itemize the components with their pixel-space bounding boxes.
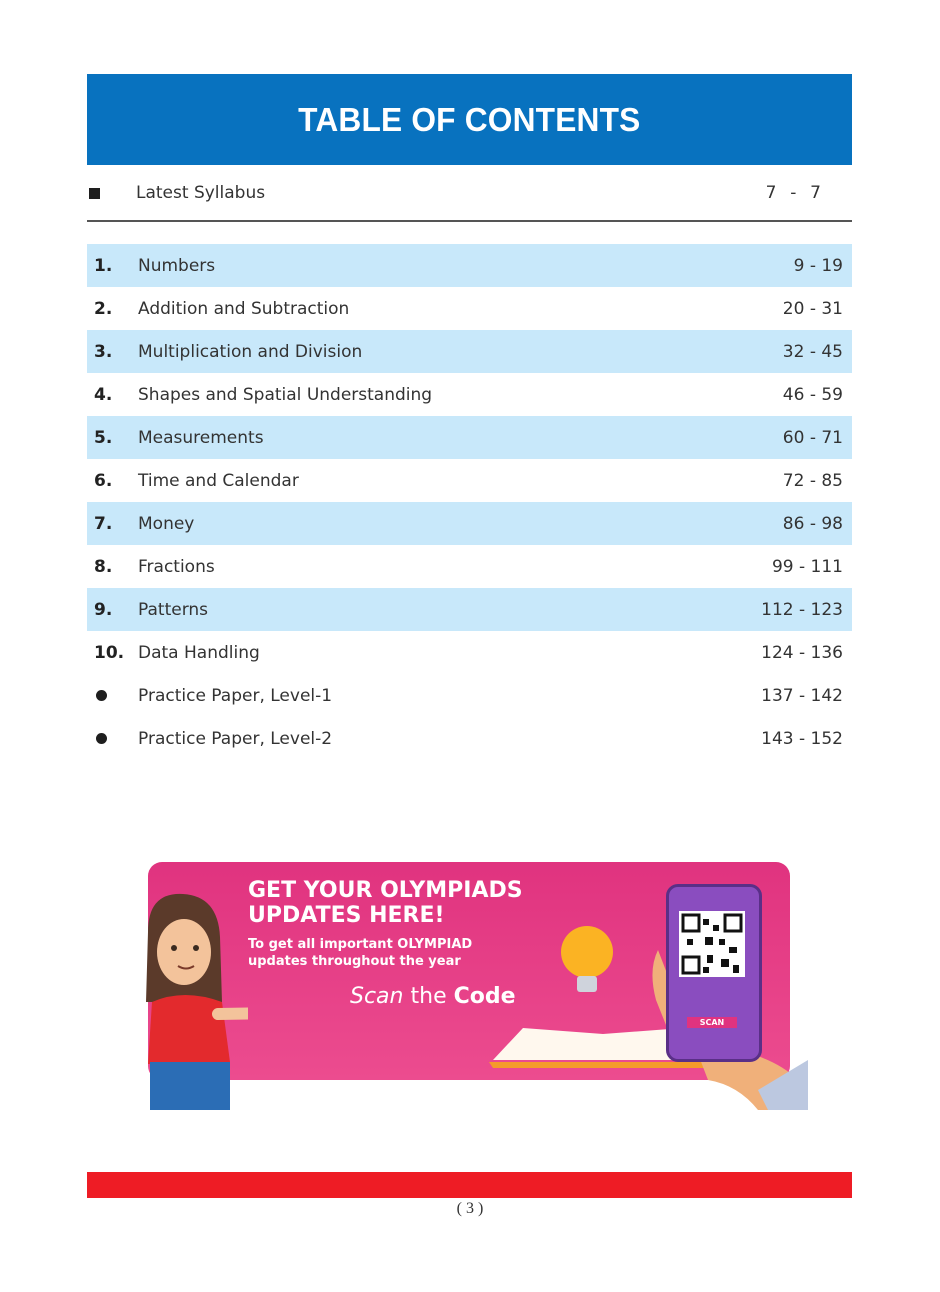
qr-code-icon[interactable] xyxy=(679,911,745,977)
the-word: the xyxy=(403,984,454,1009)
footer-red-bar xyxy=(87,1172,852,1198)
chapter-title: Time and Calendar xyxy=(138,470,299,491)
divider xyxy=(87,220,852,222)
chapter-pages: 9 - 19 xyxy=(793,255,843,276)
scan-button[interactable]: SCAN xyxy=(687,1017,737,1028)
toc-row[interactable] xyxy=(87,416,852,459)
chapter-number: 4. xyxy=(94,384,113,405)
chapter-pages: 86 - 98 xyxy=(782,513,843,534)
girl-illustration-icon xyxy=(138,892,248,1110)
chapter-title: Data Handling xyxy=(138,642,260,663)
toc-row[interactable] xyxy=(87,459,852,502)
toc-row[interactable] xyxy=(87,330,852,373)
chapter-number: 6. xyxy=(94,470,113,491)
chapter-title: Practice Paper, Level-1 xyxy=(138,685,333,706)
toc-header-band xyxy=(87,74,852,165)
chapter-pages: 99 - 111 xyxy=(771,556,843,577)
chapter-number: 3. xyxy=(94,341,113,362)
banner-sub-line2: updates throughout the year xyxy=(248,954,461,969)
toc-row[interactable] xyxy=(87,502,852,545)
chapter-pages: 143 - 152 xyxy=(761,728,843,749)
chapter-title: Measurements xyxy=(138,427,264,448)
chapter-pages: 137 - 142 xyxy=(761,685,843,706)
toc-row[interactable] xyxy=(87,631,852,674)
chapter-number: 8. xyxy=(94,556,113,577)
chapter-number: 2. xyxy=(94,298,113,319)
chapter-number: 9. xyxy=(94,599,113,620)
chapter-number: 10. xyxy=(94,642,125,663)
syllabus-label: Latest Syllabus xyxy=(136,183,266,203)
square-bullet-icon xyxy=(89,188,100,199)
toc-row[interactable] xyxy=(87,674,852,717)
chapter-pages: 60 - 71 xyxy=(782,427,843,448)
chapter-pages: 20 - 31 xyxy=(782,298,843,319)
phone-qr-code[interactable] xyxy=(666,884,762,1062)
chapter-pages: 112 - 123 xyxy=(761,599,843,620)
chapter-number: 5. xyxy=(94,427,113,448)
toc-list xyxy=(87,244,852,760)
round-bullet-icon xyxy=(96,733,107,744)
code-word: Code xyxy=(453,984,516,1009)
round-bullet-icon xyxy=(96,690,107,701)
syllabus-row[interactable] xyxy=(87,172,852,214)
olympiad-promo-banner[interactable] xyxy=(138,860,808,1110)
lightbulb-icon xyxy=(556,922,618,1000)
chapter-number: 1. xyxy=(94,255,113,276)
banner-heading-line1: GET YOUR OLYMPIADS xyxy=(248,878,523,903)
chapter-title: Addition and Subtraction xyxy=(138,298,350,319)
toc-row[interactable] xyxy=(87,717,852,760)
toc-row[interactable] xyxy=(87,287,852,330)
banner-heading-line2: UPDATES HERE! xyxy=(248,903,445,928)
syllabus-pages: 7 - 7 xyxy=(765,183,822,203)
chapter-title: Patterns xyxy=(138,599,209,620)
toc-row[interactable] xyxy=(87,373,852,416)
toc-row[interactable] xyxy=(87,244,852,287)
chapter-title: Multiplication and Division xyxy=(138,341,363,362)
chapter-pages: 46 - 59 xyxy=(782,384,843,405)
banner-text xyxy=(248,878,523,970)
page-title: TABLE OF CONTENTS xyxy=(298,100,641,138)
chapter-pages: 124 - 136 xyxy=(761,642,843,663)
chapter-title: Fractions xyxy=(138,556,215,577)
scan-word: Scan xyxy=(350,984,404,1009)
toc-row[interactable] xyxy=(87,545,852,588)
chapter-pages: 72 - 85 xyxy=(782,470,843,491)
chapter-pages: 32 - 45 xyxy=(782,341,843,362)
chapter-title: Shapes and Spatial Understanding xyxy=(138,384,433,405)
toc-row[interactable] xyxy=(87,588,852,631)
banner-sub-line1: To get all important OLYMPIAD xyxy=(248,937,473,952)
chapter-number: 7. xyxy=(94,513,113,534)
chapter-title: Numbers xyxy=(138,255,216,276)
page-number: ( 3 ) xyxy=(456,1200,484,1217)
scan-the-code-text xyxy=(350,984,516,1009)
chapter-title: Money xyxy=(138,513,195,534)
chapter-title: Practice Paper, Level-2 xyxy=(138,728,333,749)
